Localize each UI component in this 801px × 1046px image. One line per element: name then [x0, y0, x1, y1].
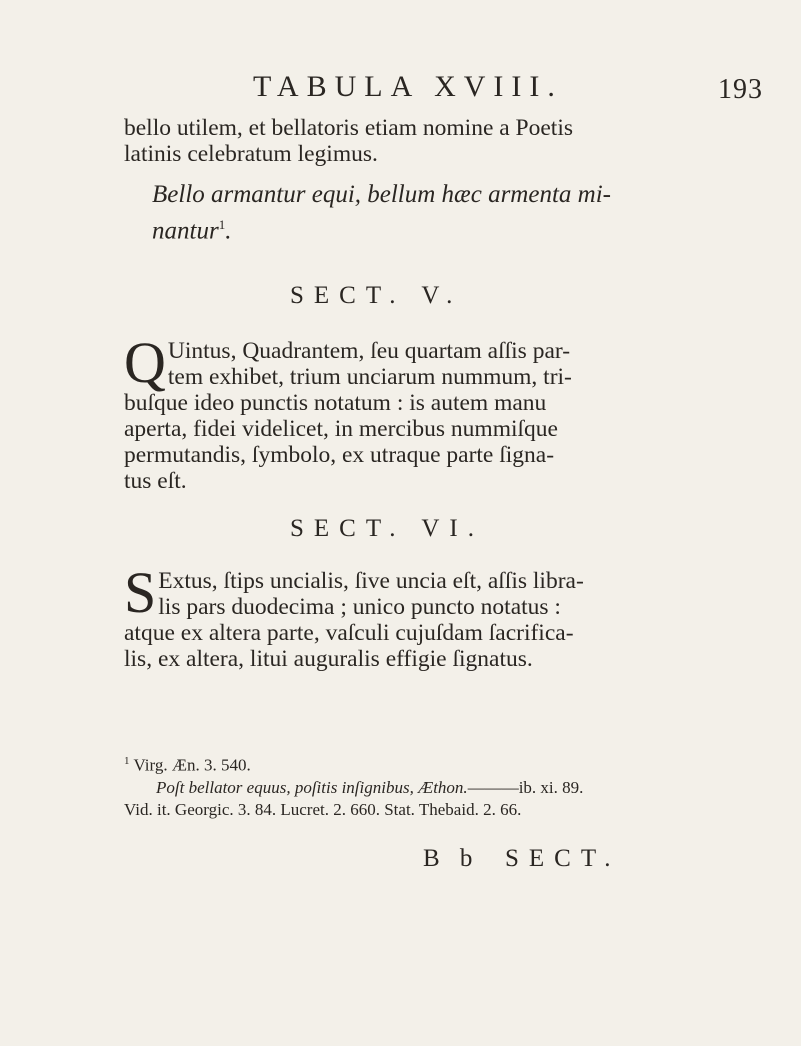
text-line: lis, ex altera, litui auguralis effigie ſignatus.	[124, 646, 533, 672]
footnote-line	[124, 777, 784, 799]
quote-line: nantur	[152, 217, 219, 245]
quote-line: Bello armantur equi, bellum hæc armenta mi-	[152, 181, 611, 208]
section-body	[124, 560, 704, 672]
running-title: TABULA XVIII.	[253, 70, 563, 103]
footnote-reference: 1	[218, 217, 226, 232]
intro-line: bello utilem, et bellatoris etiam nomine a Poetis	[124, 115, 574, 141]
section-heading: SECT. V.	[290, 282, 463, 309]
text-line: permutandis, ſymbolo, ex utraque parte ſigna-	[124, 442, 555, 468]
footnotes	[124, 750, 784, 821]
catchword: SECT.	[505, 845, 621, 872]
text-line: tus eſt.	[124, 468, 187, 494]
section-body	[124, 330, 704, 494]
signature-mark: B b	[423, 845, 480, 872]
footnote-verse: Poſt bellator equus, poſitis inſignibus, Æthon.	[156, 777, 468, 797]
footnote-citation: Virg. Æn. 3. 540.	[133, 755, 251, 775]
footnote-line	[124, 799, 784, 821]
section-heading: SECT. VI.	[290, 515, 484, 542]
drop-capital: Q	[124, 330, 166, 395]
intro-line: latinis celebratum legimus.	[124, 141, 378, 167]
page-number: 193	[718, 74, 763, 105]
text-line: Extus, ſtips uncialis, ſive uncia eſt, aſſis libra-	[158, 568, 584, 594]
text-line: lis pars duodecima ; unico puncto notatus :	[158, 594, 561, 620]
text-line: buſque ideo punctis notatum : is autem manu	[124, 390, 547, 416]
text-line: tem exhibet, trium unciarum nummum, tri-	[167, 364, 572, 390]
verse-quotation	[152, 180, 712, 246]
footnote-line	[124, 750, 784, 777]
quote-end: .	[225, 217, 232, 245]
page-footer	[0, 845, 801, 885]
text-line: aperta, fidei videlicet, in mercibus nummiſque	[124, 416, 558, 442]
footnote-citation: ———ib. xi. 89.	[467, 777, 584, 797]
text-line: Uintus, Quadrantem, ſeu quartam aſſis par-	[167, 338, 571, 364]
page-header	[0, 70, 801, 110]
intro-paragraph	[124, 115, 704, 167]
text-line: atque ex altera parte, vaſculi cujuſdam ſacrifica-	[124, 620, 574, 646]
drop-capital: S	[124, 560, 157, 625]
footnote-number: 1	[124, 755, 130, 767]
footnote-citation: Vid. it. Georgic. 3. 84. Lucret. 2. 660. Stat. Thebaid. 2. 66.	[124, 799, 522, 819]
